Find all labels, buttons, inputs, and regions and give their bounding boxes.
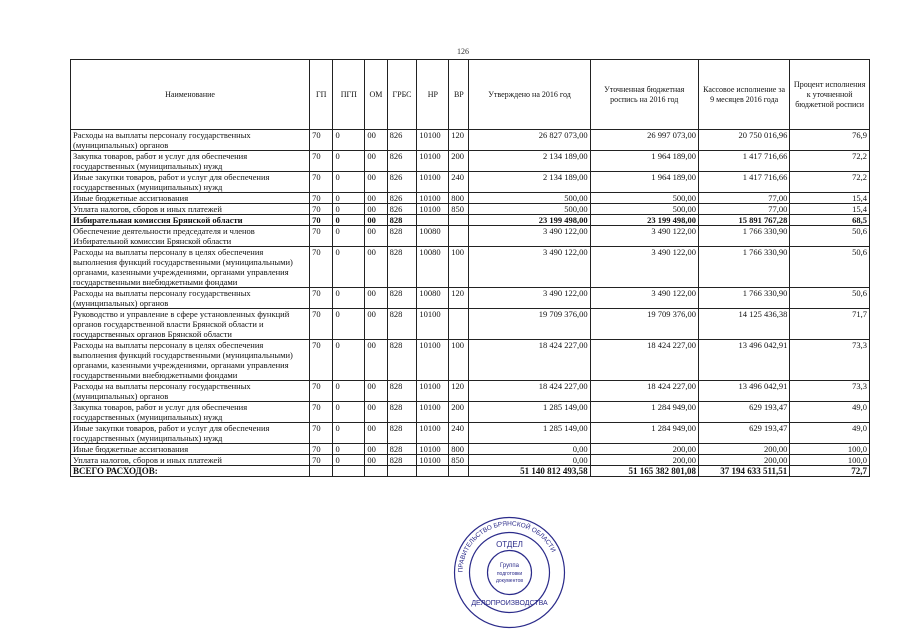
cell-vr: 120	[449, 130, 469, 151]
header-grbs: ГРБС	[387, 60, 417, 130]
cell-percent: 100,0	[790, 455, 870, 466]
cell-grbs: 828	[387, 381, 417, 402]
cell-pgp: 0	[333, 130, 365, 151]
cell-pgp: 0	[333, 455, 365, 466]
cell-percent: 15,4	[790, 204, 870, 215]
cell-executed: 20 750 016,96	[698, 130, 789, 151]
cell-executed: 1 766 330,90	[698, 247, 789, 288]
cell-revised: 500,00	[590, 193, 698, 204]
cell-percent: 49,0	[790, 402, 870, 423]
cell-vr: 240	[449, 172, 469, 193]
cell-revised: 200,00	[590, 455, 698, 466]
table-row	[71, 151, 870, 172]
header-name: Наименование	[71, 60, 310, 130]
cell-om: 00	[365, 247, 387, 288]
table-row	[71, 204, 870, 215]
cell-ir: 10100	[417, 309, 449, 340]
table-row	[71, 444, 870, 455]
header-percent: Процент исполнения к уточненной бюджетной росписи	[790, 60, 870, 130]
header-approved: Утверждено на 2016 год	[469, 60, 590, 130]
cell-approved: 18 424 227,00	[469, 381, 590, 402]
cell-grbs: 828	[387, 226, 417, 247]
cell-name: Иные бюджетные ассигнования	[71, 193, 310, 204]
cell-name: Обеспечение деятельности председателя и членов Избирательной комиссии Брянской области	[71, 226, 310, 247]
cell-grbs: 826	[387, 172, 417, 193]
cell-om: 00	[365, 444, 387, 455]
cell-gp: 70	[310, 381, 333, 402]
header-ir: НР	[417, 60, 449, 130]
cell-om: 00	[365, 130, 387, 151]
cell-pgp: 0	[333, 340, 365, 381]
cell-revised: 19 709 376,00	[590, 309, 698, 340]
cell-pgp: 0	[333, 204, 365, 215]
cell-revised: 23 199 498,00	[590, 215, 698, 226]
cell-grbs: 828	[387, 288, 417, 309]
cell-vr: 100	[449, 340, 469, 381]
cell-executed: 15 891 767,28	[698, 215, 789, 226]
cell-pgp: 0	[333, 288, 365, 309]
cell-executed: 629 193,47	[698, 423, 789, 444]
cell-vr: 800	[449, 193, 469, 204]
cell-name: Руководство и управление в сфере установленных функций органов государственной власти Брянской области и государственных органов Брянской области	[71, 309, 310, 340]
cell-percent: 71,7	[790, 309, 870, 340]
cell-om: 00	[365, 193, 387, 204]
header-gp: ГП	[310, 60, 333, 130]
cell-revised: 3 490 122,00	[590, 226, 698, 247]
page-number: 126	[457, 47, 469, 56]
cell-approved: 3 490 122,00	[469, 226, 590, 247]
cell-executed: 13 496 042,91	[698, 381, 789, 402]
table-row	[71, 226, 870, 247]
cell-percent: 100,0	[790, 444, 870, 455]
cell-pgp: 0	[333, 444, 365, 455]
cell-gp: 70	[310, 309, 333, 340]
cell-percent: 49,0	[790, 423, 870, 444]
cell-om: 00	[365, 309, 387, 340]
total-approved: 51 140 812 493,58	[469, 466, 590, 477]
cell-gp: 70	[310, 151, 333, 172]
cell-revised: 1 284 949,00	[590, 423, 698, 444]
cell-revised: 26 997 073,00	[590, 130, 698, 151]
table-row	[71, 172, 870, 193]
cell-revised: 3 490 122,00	[590, 247, 698, 288]
cell-ir: 10100	[417, 455, 449, 466]
cell-name: Закупка товаров, работ и услуг для обеспечения государственных (муниципальных) нужд	[71, 402, 310, 423]
cell-approved: 500,00	[469, 193, 590, 204]
header-revised: Уточненная бюджетная роспись на 2016 год	[590, 60, 698, 130]
cell-name: Иные закупки товаров, работ и услуг для обеспечения государственных (муниципальных) нужд	[71, 172, 310, 193]
header-pgp: ПГП	[333, 60, 365, 130]
table-header-row	[71, 60, 870, 130]
cell-ir: 10100	[417, 381, 449, 402]
cell-ir: 10100	[417, 151, 449, 172]
cell-pgp: 0	[333, 381, 365, 402]
cell-vr	[449, 226, 469, 247]
cell-name: Расходы на выплаты персоналу государственных (муниципальных) органов	[71, 288, 310, 309]
cell-name: Уплата налогов, сборов и иных платежей	[71, 455, 310, 466]
cell-approved: 0,00	[469, 455, 590, 466]
cell-vr: 240	[449, 423, 469, 444]
cell-revised: 1 964 189,00	[590, 151, 698, 172]
cell-ir: 10100	[417, 130, 449, 151]
table-row	[71, 423, 870, 444]
cell-percent: 73,3	[790, 381, 870, 402]
cell-gp: 70	[310, 455, 333, 466]
cell-approved: 2 134 189,00	[469, 151, 590, 172]
header-vr: ВР	[449, 60, 469, 130]
cell-grbs: 828	[387, 309, 417, 340]
cell-vr: 200	[449, 402, 469, 423]
cell-approved: 1 285 149,00	[469, 402, 590, 423]
cell-pgp: 0	[333, 402, 365, 423]
cell-ir: 10100	[417, 423, 449, 444]
cell-grbs: 828	[387, 402, 417, 423]
cell-name: Иные закупки товаров, работ и услуг для обеспечения государственных (муниципальных) нужд	[71, 423, 310, 444]
cell-ir: 10100	[417, 402, 449, 423]
total-percent: 72,7	[790, 466, 870, 477]
cell-revised: 1 284 949,00	[590, 402, 698, 423]
cell-pgp: 0	[333, 151, 365, 172]
cell-gp: 70	[310, 130, 333, 151]
cell-pgp: 0	[333, 423, 365, 444]
cell-approved: 23 199 498,00	[469, 215, 590, 226]
cell-grbs: 826	[387, 130, 417, 151]
cell-ir: 10100	[417, 444, 449, 455]
cell-approved: 3 490 122,00	[469, 247, 590, 288]
cell-om: 00	[365, 423, 387, 444]
table-body	[71, 130, 870, 466]
cell-pgp: 0	[333, 309, 365, 340]
cell-grbs: 828	[387, 423, 417, 444]
cell-om: 00	[365, 288, 387, 309]
cell-name: Расходы на выплаты персоналу в целях обеспечения выполнения функций государственными (муниципальными) органами, казенными учреждениями, органами управления государственными внебюджетными фондами	[71, 247, 310, 288]
cell-gp: 70	[310, 444, 333, 455]
cell-name: Расходы на выплаты персоналу в целях обеспечения выполнения функций государственными (муниципальными) органами, казенными учреждениями, органами управления государственными внебюджетными фондами	[71, 340, 310, 381]
cell-ir	[417, 215, 449, 226]
table-row	[71, 381, 870, 402]
cell-vr: 200	[449, 151, 469, 172]
cell-approved: 1 285 149,00	[469, 423, 590, 444]
cell-gp: 70	[310, 204, 333, 215]
cell-revised: 18 424 227,00	[590, 340, 698, 381]
cell-vr: 850	[449, 455, 469, 466]
cell-ir: 10100	[417, 193, 449, 204]
cell-vr	[449, 309, 469, 340]
cell-gp: 70	[310, 226, 333, 247]
cell-vr: 100	[449, 247, 469, 288]
cell-executed: 1 417 716,66	[698, 151, 789, 172]
cell-gp: 70	[310, 402, 333, 423]
cell-executed: 200,00	[698, 455, 789, 466]
table-row	[71, 309, 870, 340]
cell-name: Иные бюджетные ассигнования	[71, 444, 310, 455]
cell-vr: 800	[449, 444, 469, 455]
cell-grbs: 828	[387, 455, 417, 466]
cell-revised: 18 424 227,00	[590, 381, 698, 402]
cell-om: 00	[365, 226, 387, 247]
cell-approved: 26 827 073,00	[469, 130, 590, 151]
table-row	[71, 215, 870, 226]
table-row	[71, 455, 870, 466]
cell-ir: 10100	[417, 172, 449, 193]
table-row	[71, 340, 870, 381]
budget-table	[70, 59, 870, 477]
cell-vr: 850	[449, 204, 469, 215]
cell-percent: 50,6	[790, 247, 870, 288]
cell-gp: 70	[310, 193, 333, 204]
cell-revised: 1 964 189,00	[590, 172, 698, 193]
cell-approved: 3 490 122,00	[469, 288, 590, 309]
cell-pgp: 0	[333, 247, 365, 288]
cell-gp: 70	[310, 172, 333, 193]
cell-approved: 2 134 189,00	[469, 172, 590, 193]
cell-ir: 10100	[417, 340, 449, 381]
cell-percent: 72,2	[790, 151, 870, 172]
stamp-text-records: ДЕЛОПРОИЗВОДСТВА	[471, 600, 548, 607]
cell-approved: 0,00	[469, 444, 590, 455]
cell-name: Избирательная комиссия Брянской области	[71, 215, 310, 226]
cell-percent: 73,3	[790, 340, 870, 381]
cell-executed: 1 766 330,90	[698, 226, 789, 247]
total-label: ВСЕГО РАСХОДОВ:	[71, 466, 310, 477]
cell-executed: 77,00	[698, 204, 789, 215]
cell-ir: 10080	[417, 288, 449, 309]
cell-ir: 10100	[417, 204, 449, 215]
cell-percent: 72,2	[790, 172, 870, 193]
stamp-ring-textpath: ПРАВИТЕЛЬСТВО БРЯНСКОЙ ОБЛАСТИ	[457, 520, 557, 573]
cell-pgp: 0	[333, 215, 365, 226]
table-row	[71, 130, 870, 151]
cell-pgp: 0	[333, 226, 365, 247]
cell-approved: 18 424 227,00	[469, 340, 590, 381]
cell-gp: 70	[310, 288, 333, 309]
cell-percent: 68,5	[790, 215, 870, 226]
cell-om: 00	[365, 151, 387, 172]
table-row	[71, 288, 870, 309]
cell-gp: 70	[310, 247, 333, 288]
cell-grbs: 826	[387, 151, 417, 172]
cell-om: 00	[365, 215, 387, 226]
total-row	[71, 466, 870, 477]
cell-pgp: 0	[333, 193, 365, 204]
cell-name: Уплата налогов, сборов и иных платежей	[71, 204, 310, 215]
cell-grbs: 826	[387, 204, 417, 215]
stamp-text-group: Группа	[499, 563, 520, 569]
cell-approved: 500,00	[469, 204, 590, 215]
cell-ir: 10080	[417, 247, 449, 288]
cell-vr: 120	[449, 288, 469, 309]
cell-vr: 120	[449, 381, 469, 402]
table-row	[71, 247, 870, 288]
cell-percent: 76,9	[790, 130, 870, 151]
cell-om: 00	[365, 204, 387, 215]
cell-grbs: 826	[387, 193, 417, 204]
cell-grbs: 828	[387, 444, 417, 455]
cell-executed: 14 125 436,38	[698, 309, 789, 340]
cell-name: Закупка товаров, работ и услуг для обеспечения государственных (муниципальных) нужд	[71, 151, 310, 172]
official-stamp	[452, 515, 567, 630]
cell-gp: 70	[310, 423, 333, 444]
cell-approved: 19 709 376,00	[469, 309, 590, 340]
cell-gp: 70	[310, 340, 333, 381]
cell-executed: 629 193,47	[698, 402, 789, 423]
cell-revised: 500,00	[590, 204, 698, 215]
cell-grbs: 828	[387, 247, 417, 288]
total-revised: 51 165 382 801,08	[590, 466, 698, 477]
cell-revised: 3 490 122,00	[590, 288, 698, 309]
cell-grbs: 828	[387, 215, 417, 226]
cell-grbs: 828	[387, 340, 417, 381]
cell-executed: 13 496 042,91	[698, 340, 789, 381]
table-row	[71, 193, 870, 204]
cell-executed: 200,00	[698, 444, 789, 455]
total-executed: 37 194 633 511,51	[698, 466, 789, 477]
cell-revised: 200,00	[590, 444, 698, 455]
cell-om: 00	[365, 172, 387, 193]
cell-executed: 77,00	[698, 193, 789, 204]
cell-pgp: 0	[333, 172, 365, 193]
cell-percent: 15,4	[790, 193, 870, 204]
cell-om: 00	[365, 381, 387, 402]
cell-executed: 1 766 330,90	[698, 288, 789, 309]
cell-percent: 50,6	[790, 288, 870, 309]
stamp-text-department: ОТДЕЛ	[496, 540, 523, 549]
cell-percent: 50,6	[790, 226, 870, 247]
table-row	[71, 402, 870, 423]
cell-om: 00	[365, 455, 387, 466]
cell-om: 00	[365, 340, 387, 381]
cell-vr	[449, 215, 469, 226]
cell-gp: 70	[310, 215, 333, 226]
cell-ir: 10080	[417, 226, 449, 247]
cell-om: 00	[365, 402, 387, 423]
cell-name: Расходы на выплаты персоналу государственных (муниципальных) органов	[71, 381, 310, 402]
cell-name: Расходы на выплаты персоналу государственных (муниципальных) органов	[71, 130, 310, 151]
cell-executed: 1 417 716,66	[698, 172, 789, 193]
header-om: ОМ	[365, 60, 387, 130]
stamp-text-documents: документов	[495, 578, 524, 584]
header-executed: Кассовое исполнение за 9 месяцев 2016 года	[698, 60, 789, 130]
stamp-text-preparation: подготовки	[496, 571, 523, 577]
